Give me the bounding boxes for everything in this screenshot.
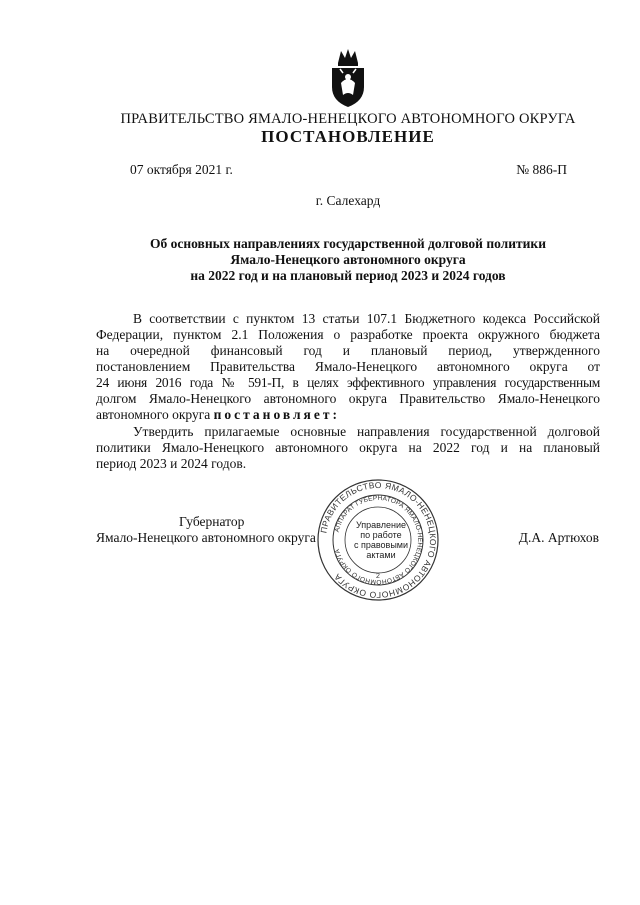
stamp-line: по работе xyxy=(360,530,402,540)
signer-name: Д.А. Артюхов xyxy=(518,530,599,545)
stamp-line: Управление xyxy=(355,520,407,530)
signer-position: Губернатор xyxy=(179,514,245,529)
paragraph-line: на очередной финансовый год и плановый период, утвержденного xyxy=(96,343,600,358)
document-number: № 886-П xyxy=(516,162,567,177)
subject-line: на 2022 год и на плановый период 2023 и 2024 годов xyxy=(190,268,506,283)
document-subject xyxy=(96,236,600,284)
paragraph-line: период 2023 и 2024 годов. xyxy=(96,456,247,471)
stamp-inner-ring-text: АППАРАТ ГУБЕРНАТОРА ЯМАЛО-НЕНЕЦКОГО АВТОНОМНОГО ОКРУГА xyxy=(333,494,424,586)
paragraph-line: В соответствии с пунктом 13 статьи 107.1 Бюджетного кодекса Российской xyxy=(133,311,600,326)
paragraph-line: Утвердить прилагаемые основные направления государственной долговой xyxy=(133,424,600,439)
paragraph-line: 24 июня 2016 года № 591-П, в целях эффективного управления государственным xyxy=(96,375,600,390)
government-title: ПРАВИТЕЛЬСТВО ЯМАЛО-НЕНЕЦКОГО АВТОНОМНОГО ОКРУГА xyxy=(120,111,576,127)
stamp-ring-text: ПРАВИТЕЛЬСТВО ЯМАЛО-НЕНЕЦКОГО АВТОНОМНОГО ОКРУГА xyxy=(318,479,439,601)
paragraph-line: Федерации, пунктом 2.1 Положения о разработке проекта окружного бюджета xyxy=(96,327,600,342)
paragraph-resolution xyxy=(96,424,600,472)
paragraph-line xyxy=(96,407,600,423)
stamp-center xyxy=(316,478,440,602)
paragraph-line: политики Ямало-Ненецкого автономного округа на 2022 год и на плановый xyxy=(96,440,600,455)
document-city: г. Салехард xyxy=(315,193,381,208)
resolves-word: постановляет: xyxy=(213,407,340,422)
subject-line: Об основных направлениях государственной долговой политики xyxy=(149,236,546,251)
yamal-coat-of-arms-icon xyxy=(328,47,368,109)
stamp-center-text xyxy=(351,520,411,560)
paragraph-line: долгом Ямало-Ненецкого автономного округа Правительство Ямало-Ненецкого xyxy=(96,391,600,406)
stamp-line: актами xyxy=(366,550,396,560)
subject-line: Ямало-Ненецкого автономного округа xyxy=(230,252,466,267)
paragraph-preamble xyxy=(96,311,600,423)
paragraph-text: автономного округа xyxy=(96,407,211,422)
stamp-number: 2 xyxy=(376,573,380,580)
signer-region: Ямало-Ненецкого автономного округа xyxy=(96,530,316,545)
document-type: ПОСТАНОВЛЕНИЕ xyxy=(261,127,435,146)
document-date: 07 октября 2021 г. xyxy=(130,162,233,177)
paragraph-line: постановлением Правительства Ямало-Ненецкого автономного округа от xyxy=(96,359,600,374)
stamp-line: с правовыми xyxy=(353,540,409,550)
